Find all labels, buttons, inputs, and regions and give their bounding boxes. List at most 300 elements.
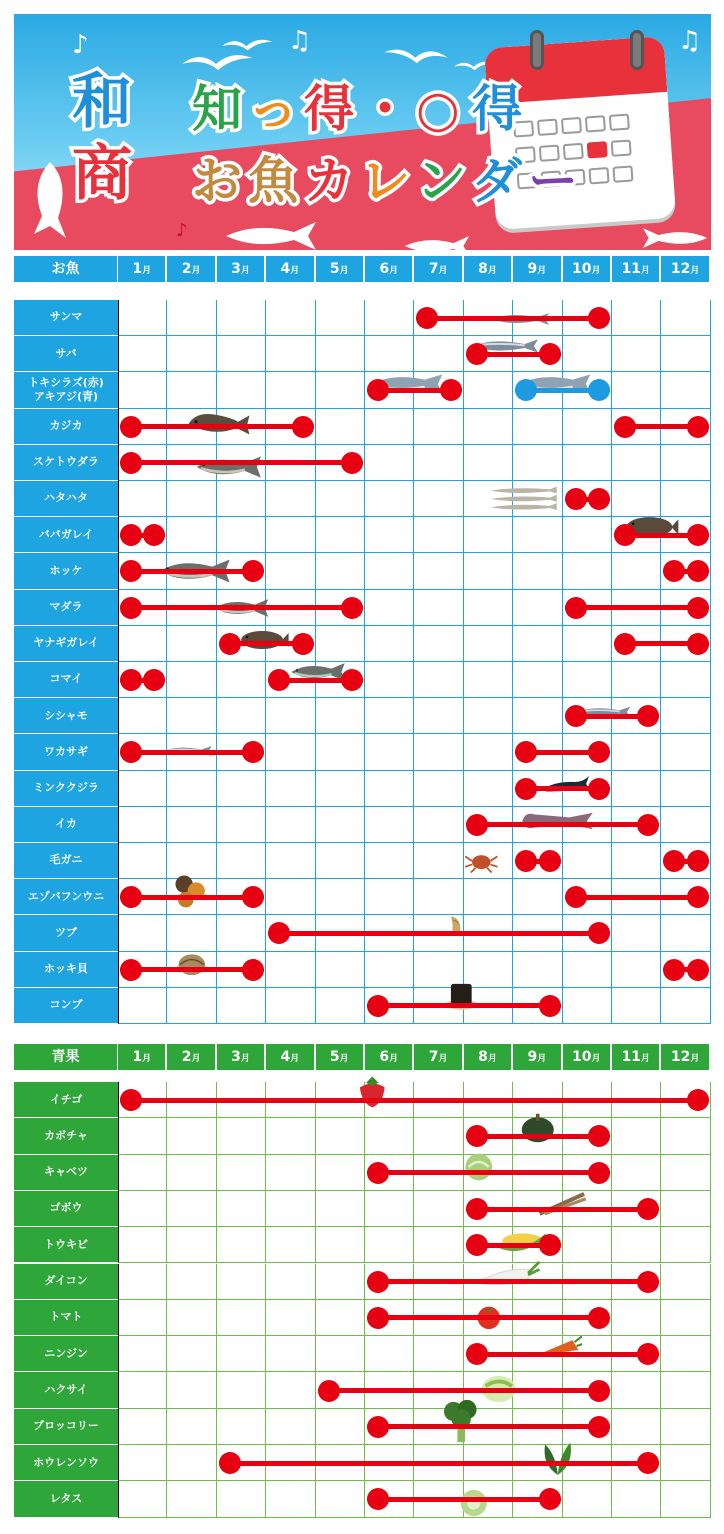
month-cell: [167, 771, 216, 807]
month-cell: [266, 553, 315, 589]
month-cell: [266, 1191, 315, 1227]
month-number: 2: [181, 1049, 192, 1065]
month-header-cell: [513, 1044, 560, 1070]
month-cell: [414, 698, 463, 734]
month-cell: [217, 843, 266, 879]
season-row: [14, 336, 711, 372]
month-cell: [612, 662, 661, 698]
month-cell: [464, 553, 513, 589]
month-cell: [414, 481, 463, 517]
month-cell: [365, 807, 414, 843]
season-endpoint-dot: [565, 886, 587, 908]
month-cell: [563, 517, 612, 553]
title-line1-char: っ: [248, 80, 298, 138]
month-cell: [414, 590, 463, 626]
month-header-cell: [167, 256, 214, 282]
title-line1-char: 知: [192, 80, 242, 138]
month-cell: [612, 1118, 661, 1154]
month-cell: [167, 698, 216, 734]
month-cell: [414, 517, 463, 553]
month-cell: [217, 481, 266, 517]
month-cell: [316, 372, 365, 408]
season-endpoint-dot: [539, 995, 561, 1017]
spinach-image: [538, 1437, 578, 1477]
season-endpoint-dot: [120, 959, 142, 981]
month-cell: [167, 481, 216, 517]
season-endpoint-dot: [687, 597, 709, 619]
month-cell: [118, 807, 167, 843]
month-cell: [414, 771, 463, 807]
month-header-cell: [464, 1044, 511, 1070]
month-unit: 月: [640, 266, 650, 276]
month-number: 7: [428, 261, 439, 277]
produce-header-label: 青果: [14, 1044, 117, 1070]
month-cell: [612, 734, 661, 770]
seagull-icon: [182, 50, 252, 72]
month-cell: [167, 807, 216, 843]
month-unit: 月: [290, 266, 300, 276]
month-cell: [266, 481, 315, 517]
season-endpoint-dot: [687, 633, 709, 655]
month-cell: [316, 336, 365, 372]
month-number: 4: [280, 261, 291, 277]
month-cell: [316, 1409, 365, 1445]
month-cell: [316, 626, 365, 662]
season-endpoint-dot: [292, 633, 314, 655]
month-cell: [513, 445, 562, 481]
season-row: [14, 952, 711, 988]
season-endpoint-dot: [219, 1452, 241, 1474]
season-bar: [367, 1170, 610, 1175]
month-cell: [513, 626, 562, 662]
month-cell: [414, 734, 463, 770]
month-number: 3: [231, 261, 241, 277]
month-cell: [365, 879, 414, 915]
month-cell: [316, 952, 365, 988]
month-cell: [612, 915, 661, 951]
crab-image: [464, 847, 499, 875]
pollock-image: [177, 455, 281, 479]
month-cell: [563, 662, 612, 698]
month-cell: [316, 1336, 365, 1372]
month-cell: [266, 300, 315, 336]
season-endpoint-dot: [687, 959, 709, 981]
month-cell: [118, 1227, 167, 1263]
month-cell: [464, 879, 513, 915]
month-cell: [217, 336, 266, 372]
month-cell: [414, 553, 463, 589]
month-cell: [167, 915, 216, 951]
month-unit: 月: [438, 1054, 448, 1064]
season-row: [14, 988, 711, 1024]
season-bar: [367, 1279, 659, 1284]
season-endpoint-dot: [367, 1162, 389, 1184]
month-cell: [316, 1118, 365, 1154]
month-cell: [316, 409, 365, 445]
month-cell: [217, 300, 266, 336]
month-header-cell: [414, 256, 461, 282]
season-endpoint-dot: [318, 1380, 340, 1402]
willow-flounder-image: [232, 629, 296, 651]
lettuce-image: [454, 1488, 494, 1518]
month-cell: [661, 1372, 710, 1408]
item-name-label: トウキビ: [14, 1227, 118, 1262]
month-cell: [661, 1155, 710, 1191]
month-cell: [217, 1227, 266, 1263]
season-endpoint-dot: [341, 669, 363, 691]
month-cell: [661, 1191, 710, 1227]
sandfish-image: [489, 482, 558, 516]
month-cell: [661, 1481, 710, 1517]
month-unit: 月: [537, 1054, 547, 1064]
season-bar: [120, 605, 363, 610]
month-cell: [513, 879, 562, 915]
month-cell: [266, 336, 315, 372]
tuna-silhouette-icon: [226, 222, 316, 250]
month-cell: [661, 1264, 710, 1300]
month-cell: [563, 445, 612, 481]
month-cell: [661, 915, 710, 951]
month-cell: [661, 771, 710, 807]
month-unit: 月: [487, 1054, 497, 1064]
month-header-cell: [661, 1044, 708, 1070]
item-name-label: サバ: [14, 336, 118, 371]
season-endpoint-dot: [120, 1089, 142, 1111]
season-row: [14, 553, 711, 589]
month-cell: [365, 517, 414, 553]
season-endpoint-dot: [588, 778, 610, 800]
season-endpoint-dot: [565, 597, 587, 619]
month-cell: [365, 952, 414, 988]
item-name-label: シシャモ: [14, 698, 118, 733]
month-cell: [118, 843, 167, 879]
item-name-label: レタス: [14, 1481, 118, 1516]
calendar-banner: [14, 14, 711, 250]
season-endpoint-dot: [588, 307, 610, 329]
item-name-label: エゾバフンウニ: [14, 879, 118, 914]
month-cell: [612, 300, 661, 336]
season-row: [14, 445, 711, 481]
month-unit: 月: [591, 266, 601, 276]
season-endpoint-dot: [515, 778, 537, 800]
item-name-label: カボチャ: [14, 1118, 118, 1153]
month-cell: [167, 300, 216, 336]
month-unit: 月: [142, 266, 152, 276]
month-cell: [513, 952, 562, 988]
pumpkin-image: [518, 1112, 558, 1144]
month-number: 6: [379, 261, 390, 277]
month-cell: [316, 988, 365, 1024]
season-row: [14, 734, 711, 770]
produce-season-table: [14, 1082, 711, 1518]
title-line1-char: 得: [304, 80, 354, 138]
whelk-image: [449, 904, 464, 944]
month-cell: [118, 1481, 167, 1517]
month-cell: [167, 1191, 216, 1227]
month-cell: [513, 590, 562, 626]
month-cell: [464, 372, 513, 408]
month-cell: [563, 1481, 612, 1517]
month-cell: [266, 843, 315, 879]
season-endpoint-dot: [120, 416, 142, 438]
season-endpoint-dot: [588, 1416, 610, 1438]
month-cell: [118, 1336, 167, 1372]
item-name-label: イカ: [14, 807, 118, 842]
month-cell: [612, 336, 661, 372]
month-cell: [266, 1372, 315, 1408]
month-cell: [464, 517, 513, 553]
title-line2-char: カ: [304, 152, 354, 210]
month-cell: [414, 626, 463, 662]
month-cell: [612, 1481, 661, 1517]
season-bar: [416, 316, 610, 321]
month-header-cell: [563, 256, 610, 282]
month-cell: [118, 1191, 167, 1227]
month-cell: [167, 988, 216, 1024]
season-row: [14, 698, 711, 734]
month-cell: [316, 481, 365, 517]
season-endpoint-dot: [466, 1234, 488, 1256]
sea-urchin-image: [172, 873, 207, 909]
month-number: 8: [478, 261, 488, 277]
item-name-label: ハタハタ: [14, 481, 118, 516]
produce-month-header: [14, 1044, 711, 1070]
month-cell: [464, 662, 513, 698]
month-cell: [365, 626, 414, 662]
month-cell: [266, 1264, 315, 1300]
month-header-cell: [266, 256, 313, 282]
month-cell: [612, 553, 661, 589]
month-cell: [167, 372, 216, 408]
month-number: 6: [379, 1049, 390, 1065]
title-line2-char: お: [192, 152, 242, 210]
month-cell: [266, 372, 315, 408]
season-endpoint-dot: [120, 669, 142, 691]
month-cell: [661, 734, 710, 770]
month-cell: [316, 300, 365, 336]
month-cell: [513, 662, 562, 698]
month-cell: [661, 336, 710, 372]
month-cell: [612, 1155, 661, 1191]
item-name-label: ホウレンソウ: [14, 1445, 118, 1480]
month-unit: 月: [640, 1054, 650, 1064]
month-header-cell: [316, 256, 363, 282]
month-cell: [167, 662, 216, 698]
month-cell: [612, 771, 661, 807]
month-cell: [266, 698, 315, 734]
month-cell: [464, 626, 513, 662]
season-endpoint-dot: [588, 488, 610, 510]
month-cell: [513, 698, 562, 734]
seagull-icon: [384, 44, 448, 66]
month-cell: [612, 952, 661, 988]
season-bar: [367, 1315, 610, 1320]
month-cell: [217, 1300, 266, 1336]
month-cell: [118, 698, 167, 734]
season-endpoint-dot: [466, 1198, 488, 1220]
season-endpoint-dot: [588, 1380, 610, 1402]
month-header-cell: [513, 256, 560, 282]
month-cell: [365, 590, 414, 626]
month-header-cell: [217, 256, 264, 282]
season-endpoint-dot: [687, 886, 709, 908]
month-cell: [365, 698, 414, 734]
month-cell: [414, 1118, 463, 1154]
month-cell: [217, 1118, 266, 1154]
season-endpoint-dot: [539, 343, 561, 365]
season-row: [14, 1300, 711, 1336]
month-cell: [316, 1264, 365, 1300]
season-row: [14, 843, 711, 879]
season-bar: [219, 1461, 660, 1466]
month-cell: [661, 1409, 710, 1445]
month-cell: [316, 1481, 365, 1517]
month-cell: [365, 662, 414, 698]
month-cell: [661, 988, 710, 1024]
month-cell: [118, 300, 167, 336]
month-cell: [563, 409, 612, 445]
month-cell: [217, 1155, 266, 1191]
season-bar: [367, 1497, 561, 1502]
month-cell: [167, 1264, 216, 1300]
month-cell: [414, 1191, 463, 1227]
month-cell: [167, 1336, 216, 1372]
month-unit: 月: [690, 266, 700, 276]
month-cell: [563, 988, 612, 1024]
season-row: [14, 590, 711, 626]
month-header-cell: [217, 1044, 264, 1070]
month-cell: [661, 481, 710, 517]
title-line1-char: ○: [416, 80, 460, 138]
month-cell: [167, 1372, 216, 1408]
item-name-label: ツブ: [14, 915, 118, 950]
season-row: [14, 915, 711, 951]
month-header-cell: [612, 1044, 659, 1070]
season-row: [14, 1082, 711, 1118]
month-cell: [365, 1191, 414, 1227]
month-unit: 月: [537, 266, 547, 276]
month-cell: [316, 1155, 365, 1191]
month-cell: [316, 553, 365, 589]
month-cell: [661, 1300, 710, 1336]
month-cell: [365, 409, 414, 445]
month-cell: [217, 662, 266, 698]
month-cell: [217, 807, 266, 843]
season-row: [14, 662, 711, 698]
season-endpoint-dot: [565, 488, 587, 510]
month-cell: [365, 1336, 414, 1372]
item-name-label: ブロッコリー: [14, 1409, 118, 1444]
month-cell: [266, 1118, 315, 1154]
month-number: 3: [231, 1049, 241, 1065]
month-cell: [266, 1300, 315, 1336]
month-number: 12: [670, 1049, 691, 1065]
month-cell: [266, 952, 315, 988]
season-endpoint-dot: [539, 850, 561, 872]
season-row: [14, 1191, 711, 1227]
month-unit: 月: [142, 1054, 152, 1064]
month-number: 8: [478, 1049, 488, 1065]
season-row: [14, 372, 711, 408]
item-name-label: ホッキ貝: [14, 952, 118, 987]
month-cell: [167, 1118, 216, 1154]
seagull-icon: [222, 36, 272, 52]
month-cell: [661, 1336, 710, 1372]
month-cell: [464, 734, 513, 770]
season-endpoint-dot: [367, 1307, 389, 1329]
item-name-label: ハクサイ: [14, 1372, 118, 1407]
music-note-icon: ♪: [176, 220, 188, 241]
item-name-label: コマイ: [14, 662, 118, 697]
month-cell: [414, 445, 463, 481]
month-unit: 月: [240, 1054, 250, 1064]
season-bar: [120, 460, 363, 465]
month-cell: [612, 372, 661, 408]
month-cell: [365, 771, 414, 807]
title-line2-char: ン: [416, 152, 466, 210]
month-cell: [266, 517, 315, 553]
season-row: [14, 1445, 711, 1481]
season-endpoint-dot: [614, 416, 636, 438]
month-cell: [266, 1336, 315, 1372]
month-header-cell: [365, 256, 412, 282]
month-header-cell: [365, 1044, 412, 1070]
month-number: 5: [329, 261, 340, 277]
month-cell: [414, 843, 463, 879]
fish-season-table: [14, 300, 711, 1024]
season-endpoint-dot: [466, 814, 488, 836]
month-cell: [266, 1227, 315, 1263]
month-unit: 月: [240, 266, 250, 276]
cabbage-image: [459, 1152, 499, 1182]
month-cell: [316, 807, 365, 843]
month-cell: [316, 1300, 365, 1336]
item-name-label: コンブ: [14, 988, 118, 1023]
month-cell: [217, 1264, 266, 1300]
month-cell: [167, 1445, 216, 1481]
month-number: 9: [527, 1049, 538, 1065]
fish-silhouette-icon: [402, 236, 472, 250]
month-number: 1: [132, 261, 143, 277]
month-cell: [217, 698, 266, 734]
season-endpoint-dot: [687, 416, 709, 438]
month-number: 2: [181, 261, 192, 277]
season-bar: [120, 1098, 709, 1103]
season-endpoint-dot: [367, 995, 389, 1017]
month-unit: 月: [339, 266, 349, 276]
squid-image: [518, 810, 597, 832]
music-note-icon: ♫: [678, 26, 702, 56]
month-cell: [118, 336, 167, 372]
month-cell: [513, 553, 562, 589]
season-row: [14, 879, 711, 915]
season-row: [14, 1409, 711, 1445]
title-line1-char: ・: [360, 80, 410, 138]
month-cell: [167, 336, 216, 372]
item-name-label: トマト: [14, 1300, 118, 1335]
month-number: 11: [621, 1049, 641, 1065]
season-row: [14, 1118, 711, 1154]
month-number: 4: [280, 1049, 291, 1065]
season-endpoint-dot: [588, 1307, 610, 1329]
month-cell: [661, 1118, 710, 1154]
month-cell: [612, 1372, 661, 1408]
month-cell: [118, 481, 167, 517]
season-endpoint-dot: [367, 1271, 389, 1293]
brand-char-bottom: 商: [72, 139, 132, 209]
season-endpoint-dot: [341, 597, 363, 619]
month-cell: [365, 481, 414, 517]
